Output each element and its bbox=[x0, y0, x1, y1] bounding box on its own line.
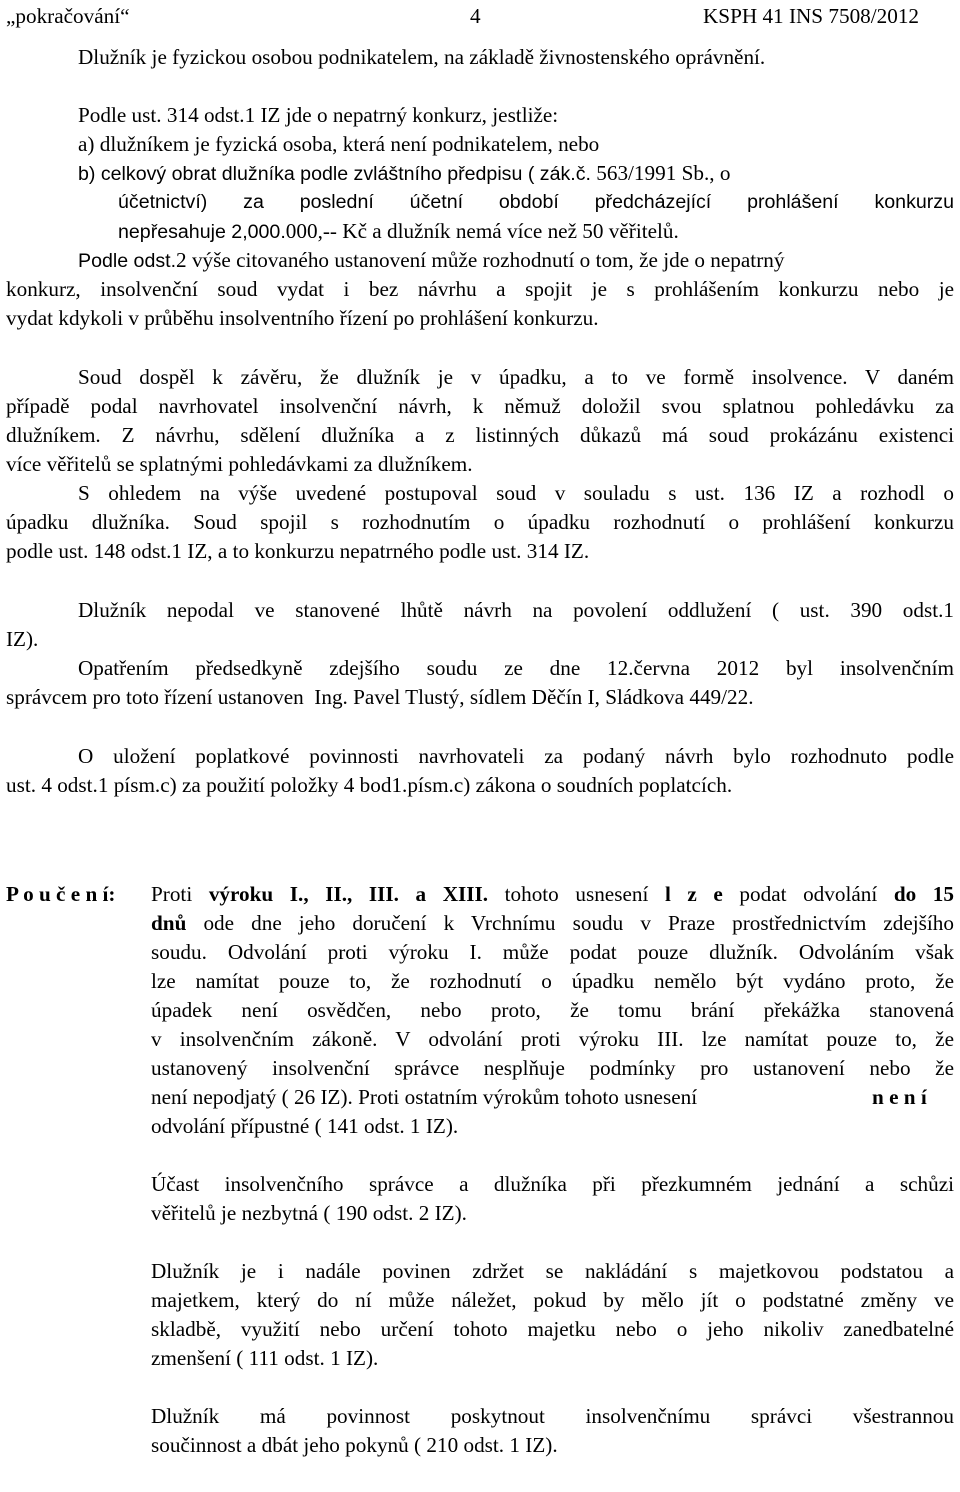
instruction-line: zmenšení ( 111 odst. 1 IZ). bbox=[151, 1346, 379, 1370]
paragraph-line: Dlužník nepodal ve stanovené lhůtě návrh na povolení oddlužení ( ust. 390 odst.1 bbox=[78, 598, 954, 622]
paragraph-line: O uložení poplatkové povinnosti navrhovateli za podaný návrh bylo rozhodnuto podle bbox=[78, 744, 954, 768]
instruction-line: úpadek není osvědčen, nebo proto, že tomu brání překážka stanovená bbox=[151, 998, 954, 1022]
paragraph-line: vydat kdykoli v průběhu insolventního řízení po prohlášení konkurzu. bbox=[6, 306, 599, 330]
instruction-line: věřitelů je nezbytná ( 190 odst. 2 IZ). bbox=[151, 1201, 467, 1225]
instruction-emphasis: n e n í bbox=[872, 1085, 927, 1109]
instruction-line: Dlužník je i nadále povinen zdržet se nakládání s majetkovou podstatou a bbox=[151, 1259, 954, 1283]
paragraph-line: ust. 4 odst.1 písm.c) za použití položky 4 bod1.písm.c) zákona o soudních poplatcích. bbox=[6, 773, 733, 797]
paragraph-line: Podle ust. 314 odst.1 IZ jde o nepatrný konkurz, jestliže: bbox=[78, 103, 559, 127]
paragraph-line: podle ust. 148 odst.1 IZ, a to konkurzu nepatrného podle ust. 314 IZ. bbox=[6, 539, 590, 563]
list-item-b-law: 563/1991 Sb., o bbox=[596, 161, 731, 185]
list-item-b-continued: účetnictví) za poslední účetní období předcházející prohlášení konkurzu bbox=[118, 191, 954, 213]
instruction-line: majetkem, který do ní může náležet, pokud by mělo jít o podstatné změny ve bbox=[151, 1288, 954, 1312]
instruction-line: soudu. Odvolání proti výroku I. může podat pouze dlužník. Odvoláním však bbox=[151, 940, 954, 964]
list-item-b-text: b) celkový obrat dlužníka podle zvláštního předpisu ( zák.č. bbox=[78, 163, 591, 185]
instruction-line: dnů ode dne jeho doručení k Vrchnímu soudu v Praze prostřednictvím zdejšího bbox=[151, 911, 954, 935]
paragraph-line: Soud dospěl k závěru, že dlužník je v úpadku, a to ve formě insolvence. V daném bbox=[78, 365, 954, 389]
paragraph-line: správcem pro toto řízení ustanoven Ing. Pavel Tlustý, sídlem Děčín I, Sládkova 449/22. bbox=[6, 685, 754, 709]
paragraph-line: S ohledem na výše uvedené postupoval soud v souladu s ust. 136 IZ a rozhodl o bbox=[78, 481, 954, 505]
paragraph-line: Dlužník je fyzickou osobou podnikatelem, na základě živnostenského oprávnění. bbox=[78, 45, 766, 69]
instruction-line: není nepodjatý ( 26 IZ). Proti ostatním výrokům tohoto usnesení bbox=[151, 1085, 698, 1109]
paragraph-line: více věřitelů se splatnými pohledávkami za dlužníkem. bbox=[6, 452, 473, 476]
instruction-line: Dlužník má povinnost poskytnout insolvenčnímu správci všestrannou bbox=[151, 1404, 954, 1428]
paragraph-line: případě podal navrhovatel insolvenční návrh, k němuž doložil svou splatnou pohledávku za bbox=[6, 394, 954, 418]
instruction-line: Proti výroku I., II., III. a XIII. tohoto usnesení l z e podat odvolání do 15 bbox=[151, 882, 954, 906]
paragraph-line: IZ). bbox=[6, 627, 39, 651]
paragraph-line: úpadku dlužníka. Soud spojil s rozhodnutím o úpadku rozhodnutí o prohlášení konkurzu bbox=[6, 510, 954, 534]
instruction-line: skladbě, využití nebo určení tohoto majetku nebo o jeho nikoliv zanedbatelné bbox=[151, 1317, 954, 1341]
instruction-line: Účast insolvenčního správce a dlužníka při přezkumném jednání a schůzi bbox=[151, 1172, 954, 1196]
instruction-label: P o u č e n í: bbox=[6, 882, 116, 906]
list-item-b-continued: nepřesahuje 2,000.000,-- Kč a dlužník nemá více než 50 věřitelů. bbox=[118, 219, 679, 243]
paragraph-line: dlužníkem. Z návrhu, sdělení dlužníka a z listinných důkazů má soud prokázánu existenci bbox=[6, 423, 954, 447]
list-item-b bbox=[78, 159, 730, 189]
header-case-number: KSPH 41 INS 7508/2012 bbox=[703, 4, 920, 28]
list-item-a: a) dlužníkem je fyzická osoba, která není podnikatelem, nebo bbox=[78, 132, 600, 156]
instruction-line: ustanovený insolvenční správce nesplňuje podmínky pro ustanovení nebo že bbox=[151, 1056, 954, 1080]
header-continuation: „pokračování“ bbox=[6, 4, 130, 28]
instruction-line: součinnost a dbát jeho pokynů ( 210 odst. 1 IZ). bbox=[151, 1433, 558, 1457]
instruction-line: v insolvenčním zákoně. V odvolání proti výroku III. lze namítat pouze to, že bbox=[151, 1027, 954, 1051]
paragraph-line: Opatřením předsedkyně zdejšího soudu ze dne 12.června 2012 byl insolvenčním bbox=[78, 656, 954, 680]
header-page-number: 4 bbox=[470, 4, 481, 28]
instruction-line: lze namítat pouze to, že rozhodnutí o úpadku nemělo být vydáno proto, že bbox=[151, 969, 954, 993]
paragraph-line: Podle odst.2 výše citovaného ustanovení může rozhodnutí o tom, že jde o nepatrný bbox=[78, 248, 785, 272]
instruction-line: odvolání přípustné ( 141 odst. 1 IZ). bbox=[151, 1114, 459, 1138]
paragraph-line: konkurz, insolvenční soud vydat i bez návrhu a spojit je s prohlášením konkurzu nebo je bbox=[6, 277, 954, 301]
